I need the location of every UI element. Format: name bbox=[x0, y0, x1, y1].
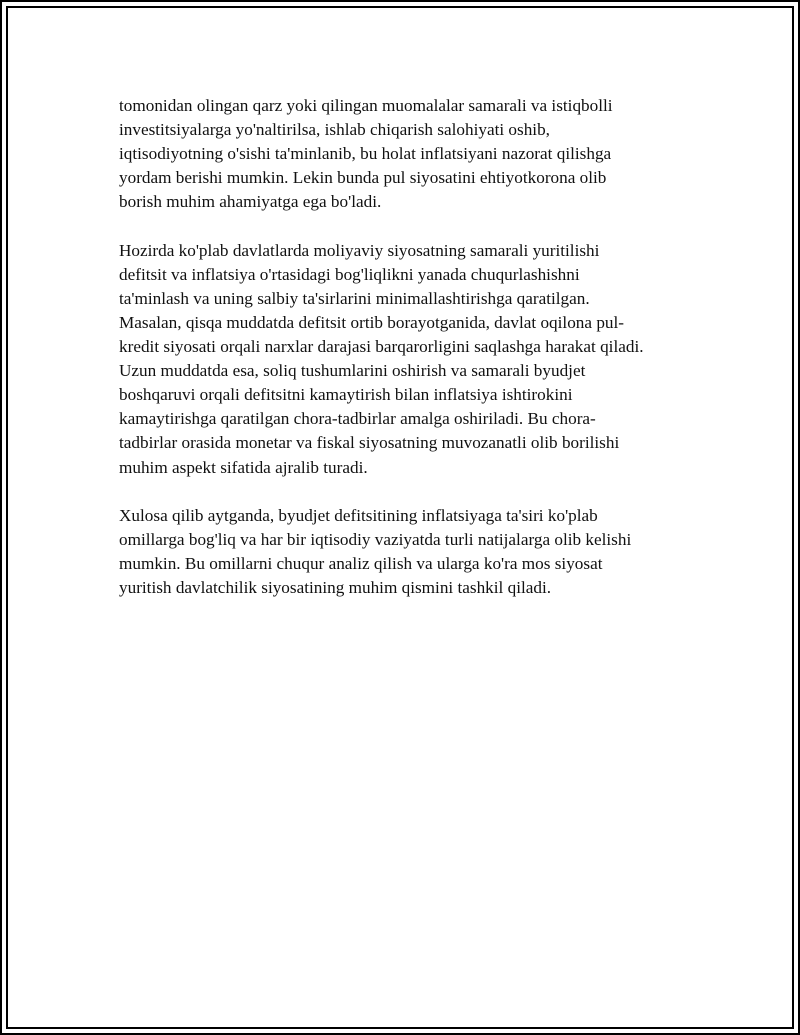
paragraph-2: Hozirda ko'plab davlatlarda moliyaviy siyosatning samarali yuritilishi defitsit va inflatsiya o'rtasidagi bog'liqlikni yanada chuqurlashishni ta'minlash va uning salbiy ta'sirlarini minimallashtirishga qaratilgan. Masalan, qisqa muddatda defitsit ortib borayotganida, davlat oqilona pul- kredit siyosati orqali narxlar darajasi barqarorligini saqlashga harakat qiladi. Uzun muddatda esa, soliq tushumlarini oshirish va samarali byudjet boshqaruvi orqali defitsitni kamaytirish bilan inflatsiya ishtirokini kamaytirishga qaratilgan chora-tadbirlar amalga oshiriladi. Bu chora- tadbirlar orasida monetar va fiskal siyosatning muvozanatli olib borilishi muhim aspekt sifatida ajralib turadi. bbox=[119, 240, 644, 477]
paragraph-3: Xulosa qilib aytganda, byudjet defitsitining inflatsiyaga ta'siri ko'plab omillarga bog'liq va har bir iqtisodiy vaziyatda turli natijalarga olib kelishi mumkin. Bu omillarni chuqur analiz qilish va ularga ko'ra mos siyosat yuritish davlatchilik siyosatining muhim qismini tashkil qiladi. bbox=[119, 505, 632, 598]
document-body bbox=[119, 94, 699, 624]
paragraph-1: tomonidan olingan qarz yoki qilingan muomalalar samarali va istiqbolli investitsiyalarga yo'naltirilsa, ishlab chiqarish salohiyati oshib, iqtisodiyotning o'sishi ta'minlanib, bu holat inflatsiyani nazorat qilishga yordam berishi mumkin. Lekin bunda pul siyosatini ehtiyotkorona olib borish muhim ahamiyatga ega bo'ladi. bbox=[119, 96, 613, 212]
